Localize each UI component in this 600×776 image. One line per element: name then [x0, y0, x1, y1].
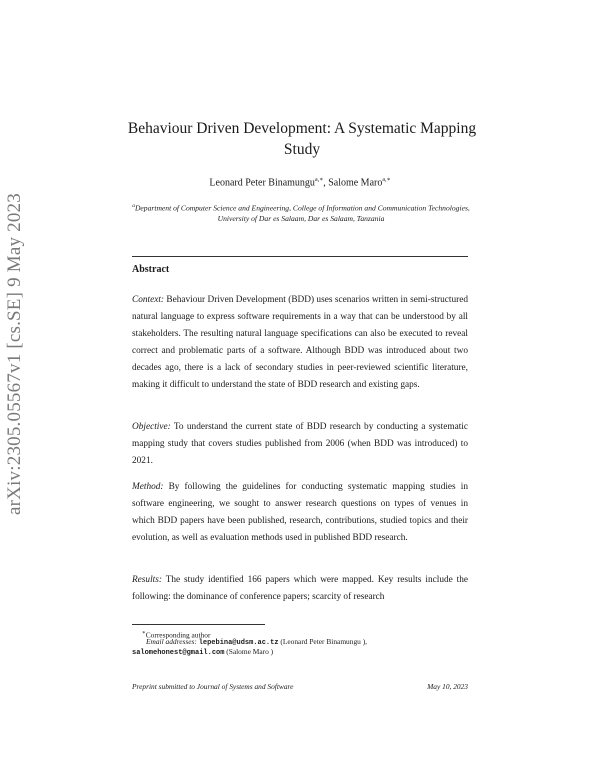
affiliation-text: Department of Computer Science and Engineering, College of Information and Communication Technologies, University of Dar es Salaam, Dar es Salaam, Tanzania — [134, 203, 470, 223]
email-1-link[interactable]: lepebina@udsm.ac.tz — [198, 639, 279, 647]
context-text: Behaviour Driven Development (BDD) uses scenarios written in semi-structured natural language to express software requirements in a way that can be understood by all stakeholders. The resulting natural language specifications can also be executed to reveal correct and problematic parts of a software. Although BDD was introduced about two decades ago, there is a lack of secondary studies in peer-reviewed scientific literature, making it difficult to understand the state of BDD research and existing gaps. — [132, 295, 469, 390]
affiliation — [126, 201, 476, 224]
objective-paragraph — [132, 419, 468, 470]
arxiv-stamp-text: arXiv:2305.05567v1 [cs.SE] 9 May 2023 — [4, 193, 25, 515]
author-2-marks: a,∗ — [382, 177, 391, 183]
paper-title: Behaviour Driven Development: A Systematic Mapping Study — [127, 120, 477, 158]
context-paragraph — [132, 292, 468, 394]
method-label: Method: — [132, 482, 164, 492]
context-label: Context: — [132, 295, 165, 305]
footnote-rule — [132, 624, 265, 625]
results-text: The study identified 166 papers which were mapped. Key results include the following: the dominance of conference papers; scarcity of research — [132, 575, 468, 602]
footer-preprint-note: Preprint submitted to Journal of Systems and Software — [132, 682, 294, 691]
author-1-marks: a,∗ — [314, 177, 324, 183]
author-separator: , — [323, 177, 329, 189]
footnote-emails-line2 — [132, 647, 472, 658]
abstract-heading: Abstract — [132, 264, 170, 275]
footer-date: May 10, 2023 — [427, 682, 468, 691]
method-text: By following the guidelines for conducting systematic mapping studies in software engineering, we sought to answer research questions on types of venues in which BDD papers have been published, research, contributions, studied topics and their evolution, as well as evaluation methods used in published BDD research. — [132, 482, 468, 543]
objective-label: Objective: — [132, 422, 171, 432]
results-label: Results: — [132, 575, 162, 585]
author-2: Salome Maro — [328, 177, 383, 189]
email-2-link[interactable]: salomehonest@gmail.com — [132, 649, 225, 657]
email-2-name: (Salome Maro ) — [226, 647, 274, 656]
method-paragraph — [132, 479, 468, 547]
author-1: Leonard Peter Binamungu — [209, 177, 315, 189]
results-paragraph — [132, 572, 468, 606]
author-line — [140, 176, 460, 188]
corresponding-mark: ∗ — [142, 630, 146, 636]
affiliation-mark: a — [132, 203, 135, 209]
abstract-top-rule — [132, 256, 468, 257]
objective-text: To understand the current state of BDD research by conducting a systematic mapping study that covers studies published from 2006 (when BDD was introduced) to 2021. — [132, 422, 469, 466]
corresponding-text: Corresponding author — [145, 630, 211, 640]
email-label: Email addresses: — [146, 637, 197, 646]
email-1-name: (Leonard Peter Binamungu ), — [280, 637, 367, 646]
